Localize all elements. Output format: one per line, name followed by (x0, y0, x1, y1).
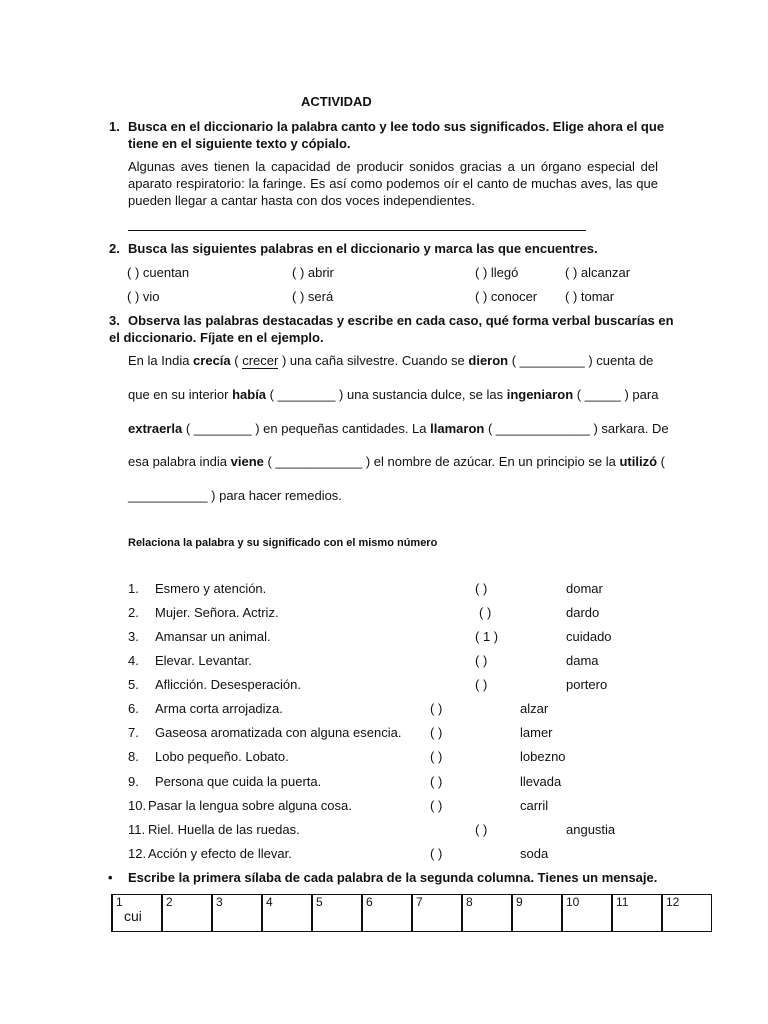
blank-llamaron[interactable]: ( _____________ ) sarkara. De (484, 421, 669, 436)
q3-text-line4 (128, 454, 665, 469)
relate-word: lamer (520, 725, 553, 740)
bold-verb-extraerla: extraerla (128, 421, 183, 436)
q3-text-line1 (128, 353, 653, 369)
relate-def: Lobo pequeño. Lobato. (155, 749, 289, 764)
q3-instruction-line1: Observa las palabras destacadas y escribe en cada caso, qué forma verbal buscarías en (128, 313, 674, 328)
option-cuentan[interactable]: ( ) cuentan (127, 265, 190, 280)
relate-answer[interactable]: ( ) (479, 605, 492, 620)
q1-answer-line[interactable] (128, 222, 586, 231)
blank-ingeniaron[interactable]: ( _____ ) para (573, 387, 659, 402)
relate-answer[interactable]: ( ) (475, 822, 488, 837)
relate-word: cuidado (566, 629, 612, 644)
option-tomar[interactable]: ( ) tomar (565, 289, 615, 304)
bold-verb-dieron: dieron (468, 353, 509, 368)
relate-word: lobezno (520, 749, 566, 764)
grid-cell-9[interactable] (512, 895, 562, 932)
q1-instruction-line2: tiene en el siguiente texto y cópialo. (128, 136, 351, 151)
bullet-instruction: Escribe la primera sílaba de cada palabra de la segunda columna. Tienes un mensaje. (128, 870, 658, 885)
relate-word: dardo (566, 605, 600, 620)
relate-answer[interactable]: ( ) (475, 677, 488, 692)
relate-answer[interactable]: ( ) (430, 774, 443, 789)
grid-number: 1 (116, 895, 123, 909)
grid-cell-10[interactable] (562, 895, 612, 932)
bold-verb-ingeniaron: ingeniaron (506, 387, 574, 402)
text-span: ( (657, 454, 665, 469)
grid-cell-11[interactable] (612, 895, 662, 932)
grid-syllable: cui (124, 908, 142, 924)
bold-verb-habia: había (232, 387, 267, 402)
relate-num: 10. (128, 798, 147, 813)
relate-word: soda (520, 846, 549, 861)
grid-cell-3[interactable] (212, 895, 262, 932)
blank-dieron[interactable]: ( _________ ) cuenta de (508, 353, 654, 368)
relate-word: dama (566, 653, 599, 668)
option-abrir[interactable]: ( ) abrir (292, 265, 334, 280)
relate-word: carril (520, 798, 549, 813)
q2-number: 2. (109, 241, 120, 256)
text-span: ) una caña silvestre. Cuando se (278, 353, 469, 368)
text-span: esa palabra india (128, 454, 231, 469)
q1-number: 1. (109, 119, 120, 134)
grid-number: 4 (266, 895, 273, 909)
grid-cell-5[interactable] (312, 895, 362, 932)
grid-cell-4[interactable] (262, 895, 312, 932)
relate-def: Aflicción. Desesperación. (155, 677, 301, 692)
q1-instruction-line1: Busca en el diccionario la palabra canto y lee todo sus significados. Elige ahora el que (128, 119, 665, 134)
example-answer-crecer: crecer (242, 353, 279, 368)
relate-def: Gaseosa aromatizada con alguna esencia. (155, 725, 402, 740)
option-llego[interactable]: ( ) llegó (475, 265, 519, 280)
grid-number: 7 (416, 895, 423, 909)
relate-def: Riel. Huella de las ruedas. (148, 822, 300, 837)
grid-number: 11 (616, 895, 629, 909)
relate-num: 5. (128, 677, 139, 692)
blank-viene[interactable]: ( ____________ ) el nombre de azúcar. En un principio se la (263, 454, 620, 469)
relate-word: portero (566, 677, 608, 692)
blank-utilizo[interactable]: ___________ ) para hacer remedios. (128, 488, 342, 503)
grid-number: 2 (166, 895, 173, 909)
relate-answer[interactable]: ( ) (430, 846, 443, 861)
relate-num: 4. (128, 653, 139, 668)
grid-cell-6[interactable] (362, 895, 412, 932)
relate-answer[interactable]: ( ) (475, 653, 488, 668)
relate-def: Amansar un animal. (155, 629, 271, 644)
q3-number: 3. (109, 313, 120, 328)
grid-cell-1[interactable] (112, 895, 162, 932)
q3-text-line3 (128, 421, 669, 436)
q3-instruction-line2: el diccionario. Fíjate en el ejemplo. (109, 330, 324, 345)
grid-number: 3 (216, 895, 223, 909)
relate-num: 3. (128, 629, 139, 644)
relate-word: angustia (566, 822, 616, 837)
relate-word: alzar (520, 701, 549, 716)
relate-answer[interactable]: ( ) (430, 725, 443, 740)
relate-num: 12. (128, 846, 147, 861)
bold-verb-viene: viene (230, 454, 264, 469)
text-span: En la India (128, 353, 194, 368)
q1-paragraph: Algunas aves tienen la capacidad de producir sonidos gracias a un órgano especial del aparato respiratorio: la faringe. Es así como podemos oír el canto de muchas aves, las que pueden llegar a cantar hasta con dos voces independientes. (128, 159, 658, 208)
grid-cell-8[interactable] (462, 895, 512, 932)
grid-number: 8 (466, 895, 473, 909)
relate-answer[interactable]: ( ) (430, 798, 443, 813)
text-span: que en su interior (128, 387, 233, 402)
page-title: ACTIVIDAD (301, 94, 372, 109)
relate-def: Acción y efecto de llevar. (148, 846, 292, 861)
q2-instruction: Busca las siguientes palabras en el diccionario y marca las que encuentres. (128, 241, 598, 256)
relate-def: Pasar la lengua sobre alguna cosa. (148, 798, 352, 813)
blank-habia[interactable]: ( ________ ) una sustancia dulce, se las (266, 387, 507, 402)
message-grid (111, 894, 712, 932)
option-conocer[interactable]: ( ) conocer (475, 289, 538, 304)
relate-answer[interactable]: ( 1 ) (475, 629, 499, 644)
grid-cell-12[interactable] (662, 895, 712, 932)
grid-number: 6 (366, 895, 373, 909)
relate-num: 11. (128, 822, 146, 837)
option-alcanzar[interactable]: ( ) alcanzar (565, 265, 631, 280)
bold-verb-crecia: crecía (193, 353, 231, 368)
grid-cell-2[interactable] (162, 895, 212, 932)
text-span: ( (230, 353, 243, 368)
relate-num: 1. (128, 581, 139, 596)
option-vio[interactable]: ( ) vio (127, 289, 160, 304)
relate-num: 7. (128, 725, 139, 740)
relate-num: 6. (128, 701, 139, 716)
blank-extraerla[interactable]: ( ________ ) en pequeñas cantidades. La (182, 421, 431, 436)
relate-def: Persona que cuida la puerta. (155, 774, 322, 789)
relate-num: 8. (128, 749, 139, 764)
option-sera[interactable]: ( ) será (292, 289, 334, 304)
grid-number: 12 (666, 895, 680, 909)
relate-def: Mujer. Señora. Actriz. (155, 605, 279, 620)
relate-num: 2. (128, 605, 139, 620)
relate-answer[interactable]: ( ) (430, 701, 443, 716)
bold-verb-utilizo: utilizó (619, 454, 658, 469)
grid-cell-7[interactable] (412, 895, 462, 932)
bold-verb-llamaron: llamaron (430, 421, 485, 436)
relate-word: llevada (520, 774, 562, 789)
relate-answer[interactable]: ( ) (475, 581, 488, 596)
relate-answer[interactable]: ( ) (430, 749, 443, 764)
q3-text-line2 (128, 387, 658, 402)
relate-def: Arma corta arrojadiza. (155, 701, 283, 716)
relate-num: 9. (128, 774, 139, 789)
relate-def: Elevar. Levantar. (155, 653, 252, 668)
grid-number: 10 (566, 895, 580, 909)
grid-number: 5 (316, 895, 323, 909)
relate-def: Esmero y atención. (155, 581, 267, 596)
relate-title: Relaciona la palabra y su significado con el mismo número (128, 537, 438, 549)
relate-word: domar (566, 581, 603, 596)
bullet-icon: • (108, 870, 113, 885)
grid-number: 9 (516, 895, 523, 909)
